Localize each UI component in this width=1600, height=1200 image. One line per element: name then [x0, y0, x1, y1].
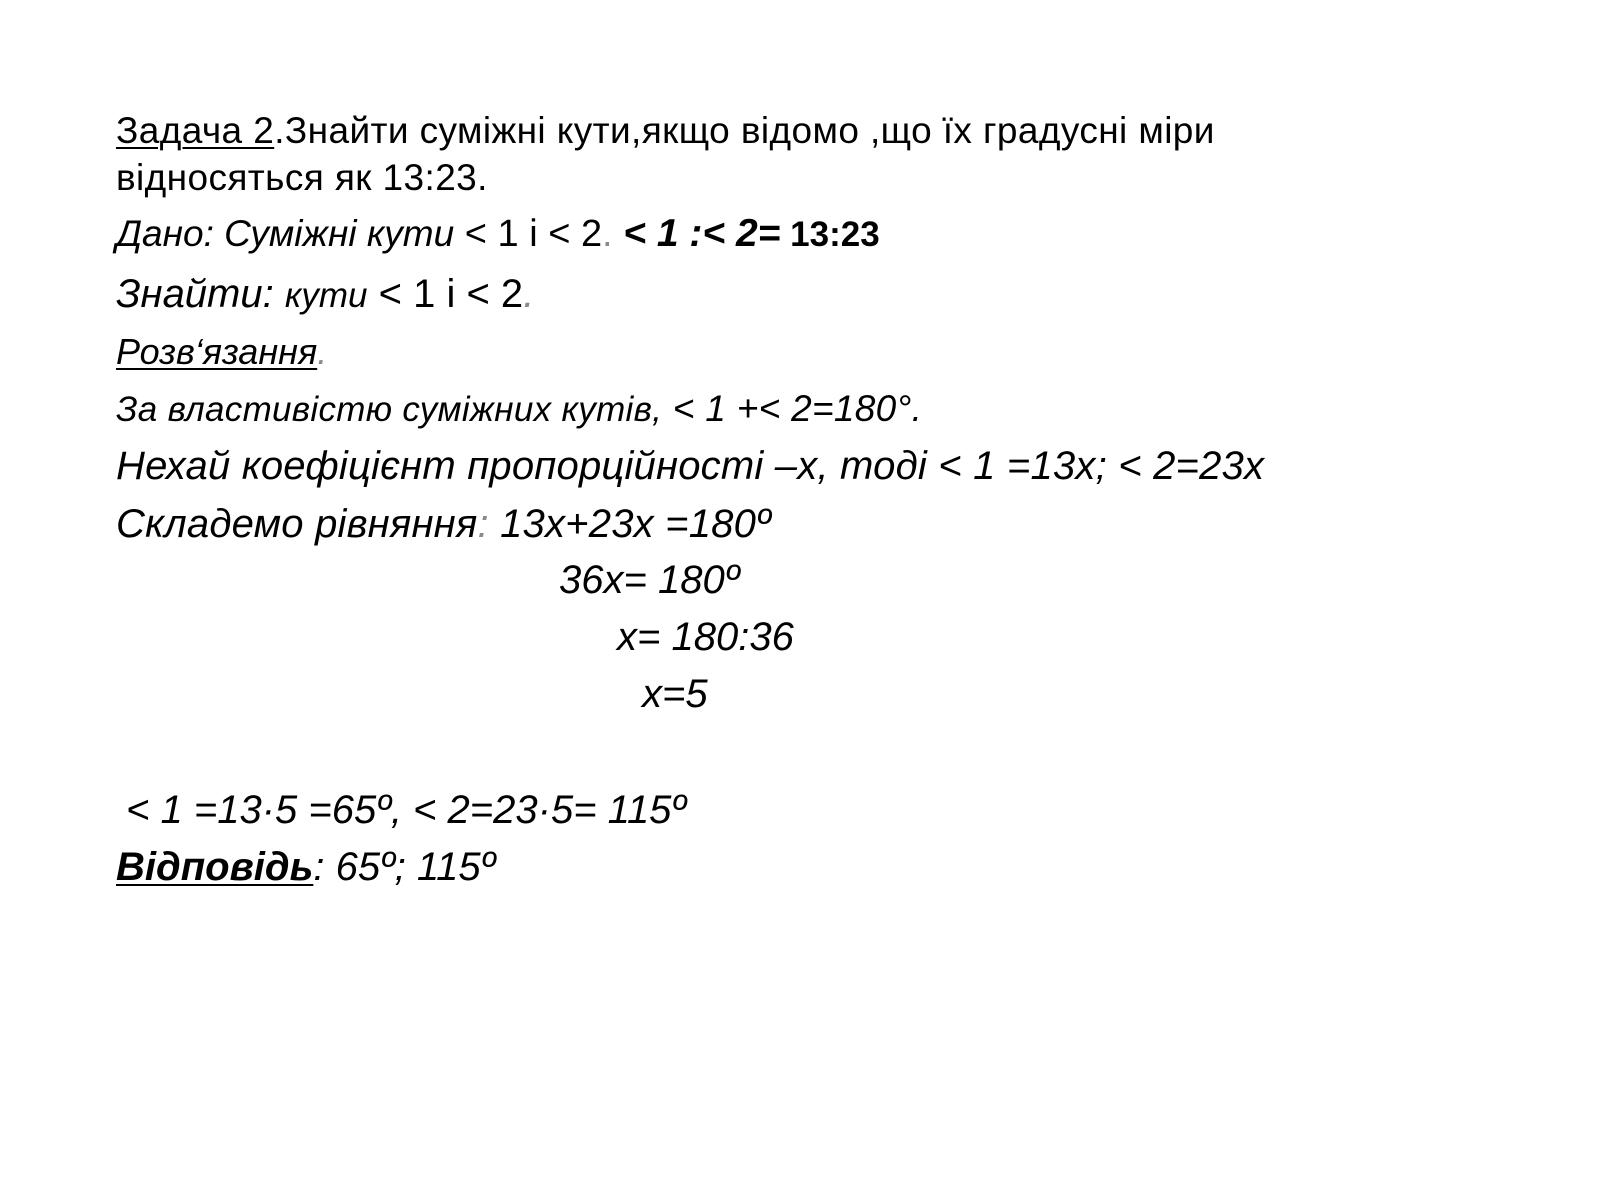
- solution-heading-line: [116, 331, 327, 373]
- given-angles: < 1 і < 2: [454, 213, 603, 255]
- find-dot: .: [523, 272, 535, 316]
- equation-label: Складемо рівняння: [116, 502, 478, 546]
- answer-line: [116, 845, 495, 890]
- given-line: [116, 212, 880, 256]
- solution-heading-dot: .: [317, 331, 328, 372]
- equation-colon: :: [477, 502, 489, 546]
- task-title-line-2: відносяться як 13:23.: [116, 157, 488, 198]
- solution-heading: Розв‘язання: [116, 331, 318, 372]
- find-small-text: кути: [284, 276, 368, 315]
- result-line: < 1 =13·5 =65º, < 2=23·5= 115º: [126, 788, 687, 832]
- equation-step-2: х= 180:36: [617, 615, 794, 659]
- task-text-line-1: .Знайти суміжні кути,якщо відомо ,що їх градусні міри: [274, 110, 1215, 151]
- find-line: [116, 272, 534, 317]
- equation-step-3: х=5: [642, 672, 708, 716]
- find-label: Знайти:: [116, 272, 285, 316]
- property-text: За властивістю суміжних кутів,: [116, 390, 663, 429]
- given-ratio-value: 13:23: [780, 215, 880, 254]
- answer-value: : 65º; 115º: [313, 845, 496, 889]
- property-equation: < 1 +< 2=180°.: [662, 388, 923, 429]
- property-line: [116, 388, 922, 430]
- equation-line: [116, 502, 771, 547]
- answer-label: Відповідь: [116, 845, 314, 889]
- find-angles: < 1 і < 2: [367, 272, 524, 316]
- given-ratio-expression: < 1 :< 2=: [612, 212, 781, 255]
- task-title-line-1: [116, 110, 1215, 152]
- given-dot: .: [602, 213, 613, 254]
- equation-step-1: 36х= 180º: [559, 558, 740, 602]
- task-label: Задача 2: [116, 110, 275, 151]
- coefficient-line: Нехай коефіцієнт пропорційності –х, тоді < 1 =13х; < 2=23х: [116, 444, 1265, 488]
- given-label: Дано: Суміжні кути: [116, 213, 455, 254]
- equation: 13х+23х =180º: [488, 502, 771, 546]
